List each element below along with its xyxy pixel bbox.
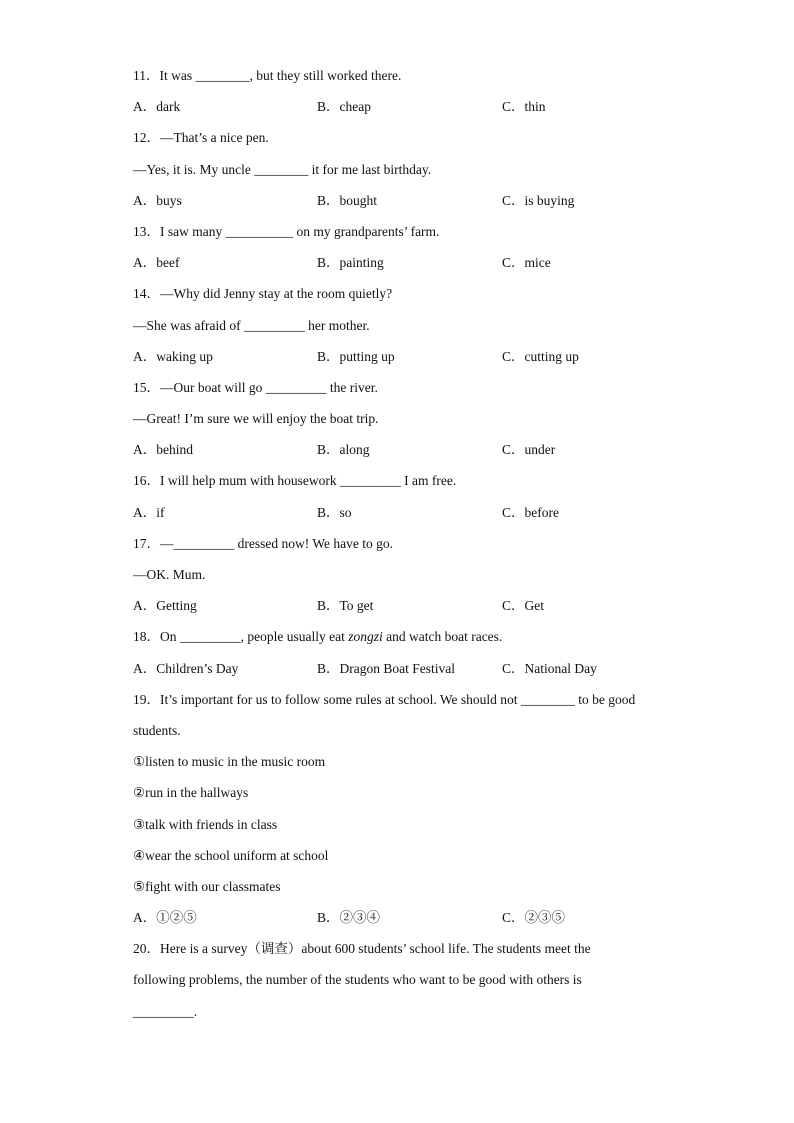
question-15: 15．—Our boat will go _________ the river. [133,379,378,395]
question-12-line-2: —Yes, it is. My uncle ________ it for me last birthday. [133,161,432,177]
option-a[interactable]: A．if [133,504,165,520]
options-16 [133,497,693,528]
options-17 [133,590,693,621]
option-a[interactable]: A．Children’s Day [133,660,239,676]
rule-item-3: ③talk with friends in class [133,816,278,832]
option-b[interactable]: B．so [317,504,352,520]
option-a[interactable]: A．beef [133,255,180,271]
options-18 [133,653,693,684]
question-14: 14．—Why did Jenny stay at the room quietly? [133,286,393,302]
option-c[interactable]: C．before [502,504,559,520]
rule-item-1: ①listen to music in the music room [133,754,326,770]
question-15-line-2: —Great! I’m sure we will enjoy the boat trip. [133,411,379,427]
option-c[interactable]: C．is buying [502,192,575,208]
rule-item-5: ⑤fight with our classmates [133,878,281,894]
question-20-line-2: following problems, the number of the students who want to be good with others is [133,972,582,988]
question-13: 13．I saw many __________ on my grandparents’ farm. [133,223,440,239]
option-b[interactable]: B．Dragon Boat Festival [317,660,455,676]
option-a[interactable]: A．Getting [133,598,197,614]
option-b[interactable]: B．cheap [317,99,371,115]
exam-page [133,60,693,1027]
option-a[interactable]: A．buys [133,192,182,208]
question-16: 16．I will help mum with housework _________ I am free. [133,473,457,489]
options-13 [133,247,693,278]
question-18-prefix: 18．On _________, people usually eat [133,629,349,645]
question-18-italic: zongzi [348,629,383,645]
option-c[interactable]: C．under [502,442,556,458]
option-c[interactable]: C．②③⑤ [502,910,566,926]
option-b[interactable]: B．putting up [317,348,395,364]
options-11 [133,91,693,122]
option-b[interactable]: B．To get [317,598,374,614]
question-14-line-2: —She was afraid of _________ her mother. [133,317,370,333]
option-c[interactable]: C．thin [502,99,546,115]
question-18-suffix: and watch boat races. [382,629,503,645]
option-a[interactable]: A．dark [133,99,181,115]
options-15 [133,434,693,465]
options-12 [133,185,693,216]
option-b[interactable]: B．painting [317,255,384,271]
question-20: 20．Here is a survey（调查）about 600 students’ school life. The students meet the [133,941,591,957]
question-17-line-2: —OK. Mum. [133,567,206,582]
option-a[interactable]: A．behind [133,442,193,458]
option-b[interactable]: B．along [317,442,370,458]
question-19-line-2: students. [133,722,181,738]
option-c[interactable]: C．cutting up [502,348,579,364]
option-c[interactable]: C．National Day [502,660,597,676]
question-20-answer-blank[interactable]: _________. [133,1003,198,1019]
rule-item-2: ②run in the hallways [133,785,249,801]
question-17: 17．—_________ dressed now! We have to go. [133,535,394,551]
option-a[interactable]: A．waking up [133,348,213,364]
options-14 [133,341,693,372]
option-c[interactable]: C．mice [502,255,551,271]
rule-item-4: ④wear the school uniform at school [133,847,329,863]
option-a[interactable]: A．①②⑤ [133,910,197,926]
question-18 [133,621,693,652]
question-12: 12．—That’s a nice pen. [133,130,269,146]
option-b[interactable]: B．bought [317,192,378,208]
option-c[interactable]: C．Get [502,598,544,614]
option-b[interactable]: B．②③④ [317,910,381,926]
question-11: 11．It was ________, but they still worked there. [133,68,402,83]
question-19: 19．It’s important for us to follow some rules at school. We should not ________ to be good [133,691,636,707]
options-19 [133,902,693,933]
